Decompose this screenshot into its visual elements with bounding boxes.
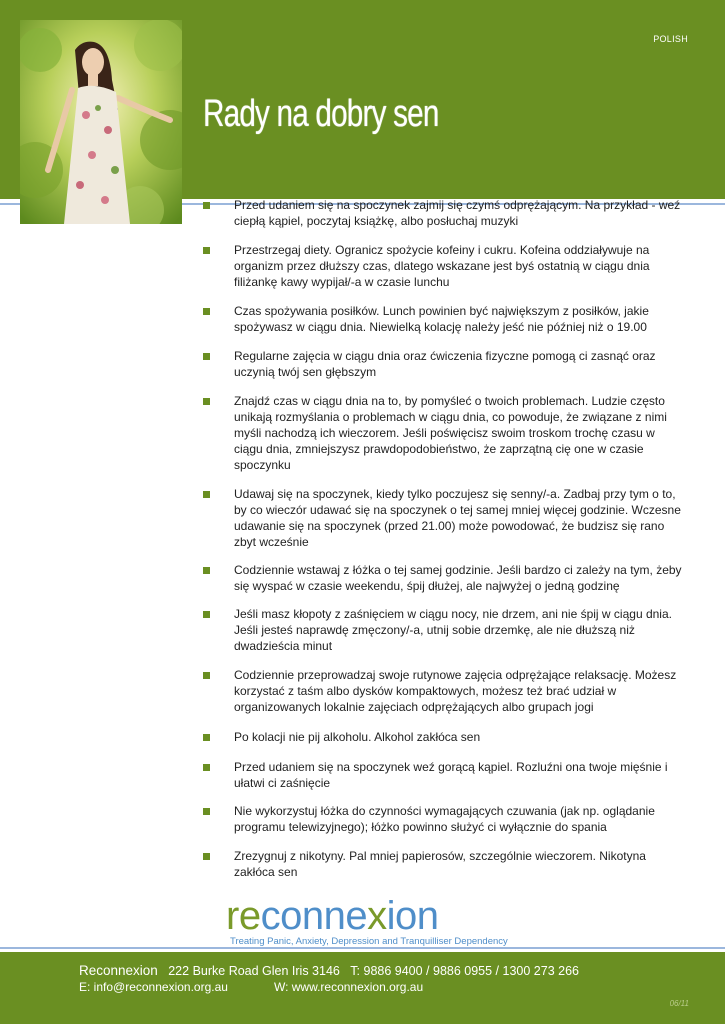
footer-online-line: [79, 980, 423, 994]
tip-text: Jeśli masz kłopoty z zaśnięciem w ciągu nocy, nie drzem, ani nie śpij w ciągu dnia. Jeśli jesteś naprawdę zmęczony/-a, utnij sobie drzemkę, ale nie dłuższą niż dwadzieścia minut: [234, 607, 672, 653]
bullet-square-icon: [203, 672, 210, 679]
bullet-square-icon: [203, 567, 210, 574]
bullet-square-icon: [203, 491, 210, 498]
reconnexion-logo: [226, 896, 526, 950]
bullet-square-icon: [203, 398, 210, 405]
tip-text: Znajdź czas w ciągu dnia na to, by pomyśleć o twoich problemach. Ludzie często unikają rozmyślania o problemach w ciągu dnia, co powoduje, że związane z nimi myśli nachodzą ich wieczorem. Jeśli poświęcisz swoim troskom trochę czasu w ciągu dnia, zmniejszysz prawdopodobieństwo, że zaprzątną cię one w czasie spoczynku: [234, 394, 667, 472]
footer-phone: T: 9886 9400 / 9886 0955 / 1300 273 266: [350, 964, 579, 978]
logo-word-part: x: [367, 894, 387, 938]
logo-word-part: re: [226, 894, 261, 938]
bullet-square-icon: [203, 308, 210, 315]
logo-tagline: Treating Panic, Anxiety, Depression and Tranquilliser Dependency: [230, 936, 508, 947]
footer-email-link[interactable]: E: info@reconnexion.org.au: [79, 980, 228, 994]
footer-web-link[interactable]: W: www.reconnexion.org.au: [273, 980, 424, 994]
bullet-square-icon: [203, 764, 210, 771]
bullet-square-icon: [203, 734, 210, 741]
tip-text: Codziennie wstawaj z łóżka o tej samej godzinie. Jeśli bardzo ci zależy na tym, żeby się wyspać w czasie weekendu, śpij dłużej, ale najwyżej o jedną godzinę: [234, 563, 682, 593]
footer-contact-line: [79, 963, 579, 978]
tip-text: Przestrzegaj diety. Ogranicz spożycie kofeiny i cukru. Kofeina oddziaływuje na organizm przez dłuższy czas, dlatego wskazane jest byś ostatnią w ciągu dnia filiżankę kawy wypijał/-a w czasie lunchu: [234, 243, 650, 289]
logo-word-part: conne: [260, 894, 368, 938]
bullet-square-icon: [203, 611, 210, 618]
tip-text: Regularne zajęcia w ciągu dnia oraz ćwiczenia fizyczne pomogą ci zasnąć oraz uczynią twój sen głębszym: [234, 349, 656, 379]
woman-in-garden-photo: [20, 20, 182, 224]
logo-wordmark: [226, 896, 438, 936]
footer-org-name: Reconnexion: [79, 963, 158, 978]
bullet-square-icon: [203, 808, 210, 815]
tip-text: Udawaj się na spoczynek, kiedy tylko poczujesz się senny/-a. Zadbaj przy tym o to, by co wieczór udawać się na spoczynek o tej samej mniej więcej godzinie. Wczesne udawanie się na spoczynek (przed 21.00) może powodować, że budzisz się rano zbyt wcześnie: [234, 487, 681, 549]
bullet-square-icon: [203, 853, 210, 860]
tip-text: Zrezygnuj z nikotyny. Pal mniej papierosów, szczególnie wieczorem. Nikotyna zakłóca sen: [234, 849, 646, 879]
bullet-square-icon: [203, 202, 210, 209]
tip-text: Po kolacji nie pij alkoholu. Alkohol zakłóca sen: [234, 730, 481, 744]
tip-text: Codziennie przeprowadzaj swoje rutynowe zajęcia odprężające relaksację. Możesz korzystać z taśm albo dysków kompaktowych, możesz też brać udział w organizowanych lokalnie zajęciach odprężających albo grupach jogi: [234, 668, 677, 714]
bullet-square-icon: [203, 247, 210, 254]
footer-address: 222 Burke Road Glen Iris 3146: [168, 964, 340, 978]
tip-text: Nie wykorzystuj łóżka do czynności wymagających czuwania (jak np. oglądanie programu telewizyjnego); łóżko powinno służyć ci wyłącznie do spania: [234, 804, 655, 834]
tip-text: Czas spożywania posiłków. Lunch powinien być największym z posiłków, jakie spożywasz w ciągu dnia. Niewielką kolację należy jeść nie później niż o 19.00: [234, 304, 649, 334]
page-title: Rady na dobry sen: [203, 93, 439, 135]
footer-accent-line: [0, 947, 725, 949]
bullet-square-icon: [203, 353, 210, 360]
tip-text: Przed udaniem się na spoczynek zajmij się czymś odprężającym. Na przykład - weź ciepłą kąpiel, poczytaj książkę, albo posłuchaj muzyki: [234, 198, 681, 228]
logo-word-part: ion: [386, 894, 439, 938]
document-code: 06/11: [669, 999, 689, 1008]
language-label: POLISH: [653, 34, 688, 44]
tip-text: Przed udaniem się na spoczynek weź gorącą kąpiel. Rozluźni ona twoje mięśnie i ułatwi ci zaśnięcie: [234, 760, 668, 790]
